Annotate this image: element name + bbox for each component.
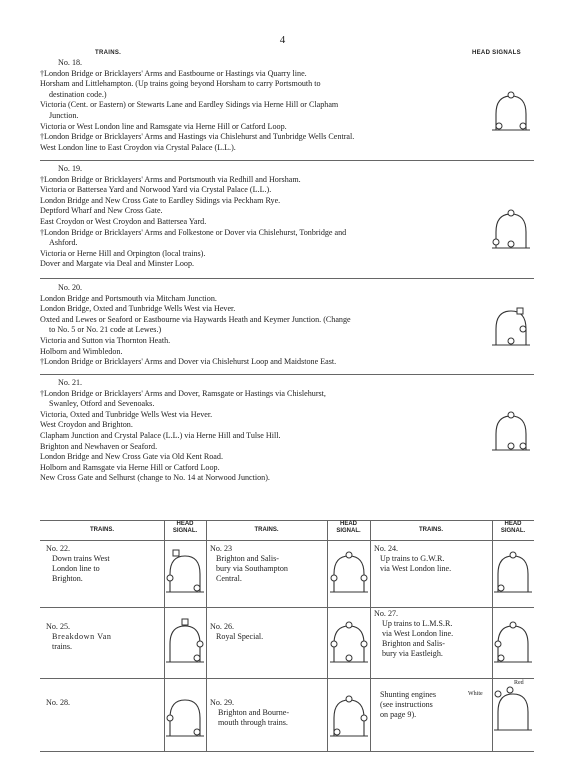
cell-line: Brighton.: [52, 574, 83, 583]
route-line: Swanley, Otford and Sevenoaks.: [49, 399, 155, 409]
route-line: West Croydon and Brighton.: [40, 420, 133, 430]
route-line: Junction.: [49, 110, 79, 120]
route-line: Clapham Junction and Crystal Palace (L.L.) via Herne Hill and Tulse Hill.: [40, 430, 281, 440]
route-line: Horsham and Littlehampton. (Up trains going beyond Horsham to carry Portsmouth to: [40, 79, 321, 89]
head-signals-column-heading: HEAD SIGNALS: [472, 50, 521, 56]
grid-head-label: HEAD: [176, 521, 194, 527]
grid-head-label: HEAD: [504, 521, 522, 527]
route-line: Brighton and Newhaven or Seaford.: [40, 441, 158, 451]
route-line: Victoria or Battersea Yard and Norwood Yard via Crystal Palace (L.L.).: [40, 185, 272, 195]
route-line: Dover and Margate via Deal and Minster Loop.: [40, 259, 195, 269]
cell-number: No. 24.: [374, 544, 399, 553]
grid-rule: [40, 607, 534, 608]
cell-line: via West London line.: [382, 629, 454, 638]
head-signal-diagram-29: [328, 692, 370, 738]
grid-rule: [40, 540, 534, 541]
route-line: Victoria or West London line and Ramsgate via Herne Hill or Catford Loop.: [40, 121, 287, 131]
route-line: London Bridge and New Cross Gate to Eardley Sidings via Peckham Rye.: [40, 195, 281, 205]
section-19: [40, 164, 480, 270]
grid-head-label: HEAD: [339, 521, 357, 527]
trains-column-heading: TRAINS.: [95, 50, 122, 56]
head-signal-grid: [40, 520, 534, 752]
section-21: [40, 378, 480, 484]
route-line: London Bridge, Oxted and Tunbridge Wells West via Hever.: [40, 304, 236, 314]
head-signal-diagram-24: [492, 548, 534, 594]
cell-line: (see instructions: [380, 700, 433, 709]
shunting-white-label: White: [468, 691, 483, 697]
cell-line: Royal Special.: [216, 632, 264, 641]
route-line: to No. 5 or No. 21 code at Lewes.): [49, 325, 162, 335]
cell-line: Down trains West: [52, 554, 110, 563]
cell-line: London line to: [52, 564, 100, 573]
cell-line: Brighton and Salis-: [216, 554, 279, 563]
grid-trains-heading: TRAINS.: [90, 527, 114, 533]
section-number: No. 20.: [58, 283, 83, 292]
route-line: Deptford Wharf and New Cross Gate.: [40, 206, 163, 216]
section-number: No. 18.: [58, 58, 83, 67]
route-line: Victoria, Oxted and Tunbridge Wells West via Hever.: [40, 409, 213, 419]
grid-rule: [40, 520, 534, 521]
route-line: New Cross Gate and Selhurst (change to No. 14 at Norwood Junction).: [40, 473, 270, 483]
grid-cell-26: [210, 622, 326, 642]
route-line: †London Bridge or Bricklayers' Arms and Portsmouth via Redhill and Horsham.: [40, 174, 301, 184]
route-line: Holborn and Wimbledon.: [40, 346, 123, 356]
cell-line: Breakdown Van: [52, 632, 112, 641]
head-signal-diagram-22: [164, 548, 206, 594]
head-signal-diagram-shunting: [492, 686, 534, 732]
grid-signal-label: SIGNAL.: [172, 527, 198, 534]
head-signal-diagram-19: [490, 208, 532, 250]
grid-cell-28: [46, 698, 162, 708]
route-line: Victoria and Sutton via Thornton Heath.: [40, 335, 171, 345]
grid-cell-22: [46, 544, 162, 584]
head-signal-diagram-23: [328, 548, 370, 594]
route-line: †London Bridge or Bricklayers' Arms and Hastings via Chislehurst and Tunbridge Wells Central.: [40, 132, 355, 142]
cell-number: No. 22.: [46, 544, 71, 553]
cell-line: Brighton and Bourne-: [218, 708, 290, 717]
shunting-red-label: Red: [514, 680, 524, 686]
section-divider: [40, 374, 534, 375]
grid-rule: [370, 520, 371, 752]
grid-rule: [40, 678, 534, 679]
cell-number: No. 29.: [210, 698, 235, 707]
route-line: †London Bridge or Bricklayers' Arms and Dover, Ramsgate or Hastings via Chislehurst,: [40, 388, 326, 398]
head-signal-diagram-28: [164, 692, 206, 738]
cell-line: mouth through trains.: [218, 718, 288, 727]
head-signal-diagram-20: [490, 305, 532, 347]
head-signal-diagram-21: [490, 410, 532, 452]
section-number: No. 21.: [58, 378, 83, 387]
route-line: †London Bridge or Bricklayers' Arms and Dover via Chislehurst Loop and Maidstone East.: [40, 357, 337, 367]
cell-line: Shunting engines: [380, 690, 436, 699]
section-divider: [40, 160, 534, 161]
section-number: No. 19.: [58, 164, 83, 173]
page-number: 4: [279, 34, 286, 46]
route-line: †London Bridge or Bricklayers' Arms and Folkestone or Dover via Chislehurst, Tonbridge and: [40, 227, 347, 237]
grid-head-signal-heading: [492, 521, 534, 534]
grid-rule: [206, 520, 207, 752]
grid-head-signal-heading: [164, 521, 206, 534]
cell-line: Up trains to L.M.S.R.: [382, 619, 453, 628]
cell-line: Brighton and Salis-: [382, 639, 445, 648]
cell-number: No. 26.: [210, 622, 235, 631]
cell-line: via West London line.: [380, 564, 452, 573]
head-signal-diagram-27: [492, 618, 534, 664]
cell-number: No. 27.: [374, 609, 399, 618]
cell-number: No. 25.: [46, 622, 71, 631]
cell-number: No. 28.: [46, 698, 71, 707]
section-divider: [40, 278, 534, 279]
route-line: Ashford.: [49, 238, 78, 248]
route-line: West London line to East Croydon via Crystal Palace (L.L.).: [40, 142, 236, 152]
grid-cell-24: [374, 544, 490, 574]
cell-number: No. 23: [210, 544, 233, 553]
route-line: Oxted and Lewes or Seaford or Eastbourne via Haywards Heath and Keymer Junction. (Change: [40, 314, 351, 324]
cell-line: bury via Eastleigh.: [382, 649, 443, 658]
route-line: destination code.): [49, 89, 107, 99]
grid-cell-23: [210, 544, 326, 584]
route-line: London Bridge and Portsmouth via Mitcham Junction.: [40, 293, 217, 303]
route-line: Holborn and Ramsgate via Herne Hill or Catford Loop.: [40, 462, 220, 472]
grid-signal-label: SIGNAL.: [336, 527, 361, 534]
grid-trains-heading: TRAINS.: [254, 527, 279, 533]
cell-line: on page 9).: [380, 710, 417, 719]
cell-line: bury via Southampton: [216, 564, 288, 573]
section-20: [40, 283, 480, 368]
grid-rule: [40, 751, 534, 752]
route-line: East Croydon or West Croydon and Battersea Yard.: [40, 216, 207, 226]
grid-cell-shunting: [380, 690, 480, 720]
route-line: Victoria or Herne Hill and Orpington (local trains).: [40, 248, 206, 258]
grid-cell-27: [374, 609, 490, 659]
grid-cell-25: [46, 622, 162, 652]
grid-signal-label: SIGNAL.: [500, 527, 526, 534]
cell-line: trains.: [52, 642, 73, 651]
route-line: London Bridge and New Cross Gate via Old Kent Road.: [40, 452, 223, 462]
route-line: †London Bridge or Bricklayers' Arms and Eastbourne or Hastings via Quarry line.: [40, 68, 307, 78]
head-signal-diagram-18: [490, 90, 532, 132]
section-18: [40, 58, 480, 153]
grid-head-signal-heading: [327, 521, 370, 534]
head-signal-diagram-25: [164, 618, 206, 664]
head-signal-diagram-26: [328, 618, 370, 664]
cell-line: Up trains to G.W.R.: [380, 554, 445, 563]
route-line: Victoria (Cent. or Eastern) or Stewarts Lane and Eardley Sidings via Herne Hill or Clapham: [40, 100, 339, 110]
grid-trains-heading: TRAINS.: [419, 527, 443, 533]
grid-cell-29: [210, 698, 326, 728]
cell-line: Central.: [216, 574, 242, 583]
